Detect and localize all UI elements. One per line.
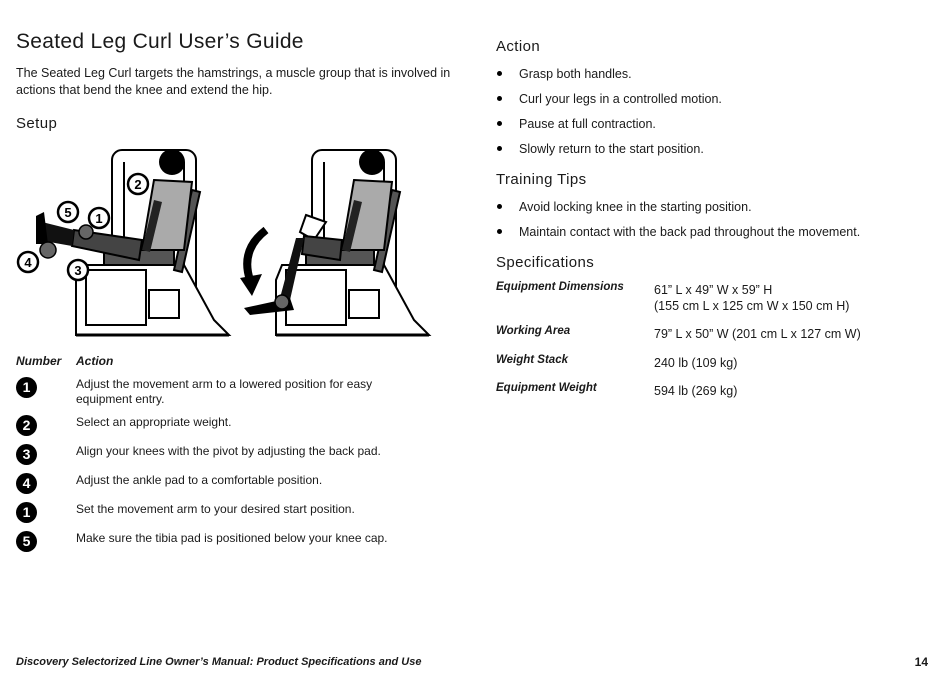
svg-text:4: 4 (24, 255, 32, 270)
callout-badge (68, 260, 88, 280)
curl-direction-arrow-icon (240, 230, 266, 296)
list-item: Curl your legs in a controlled motion. (496, 91, 722, 116)
callout-badge (18, 252, 38, 272)
list-item: Maintain contact with the back pad throughout the movement. (496, 224, 860, 249)
callout-badge (89, 208, 109, 228)
callout-badge (58, 202, 78, 222)
intro-paragraph: The Seated Leg Curl targets the hamstrings, a muscle group that is involved in actions that bend the knee and extend the hip. (16, 66, 451, 97)
spec-label: Equipment Weight (496, 382, 597, 394)
setup-heading: Setup (16, 115, 58, 132)
spec-label: Working Area (496, 325, 571, 337)
action-column-header: Action (76, 354, 114, 368)
training-tips-heading: Training Tips (496, 171, 587, 188)
step-text: Select an appropriate weight. (76, 415, 232, 429)
list-item: Grasp both handles. (496, 66, 722, 91)
step-number-badge: 1 (16, 377, 37, 398)
callout-badge (128, 174, 148, 194)
leg-curl-illustration (14, 140, 434, 345)
bullet-icon (497, 121, 502, 126)
spec-value: 240 lb (109 kg) (654, 356, 738, 370)
step-number-badge: 2 (16, 415, 37, 436)
action-list (496, 66, 722, 166)
step-text: Align your knees with the pivot by adjusting the back pad. (76, 444, 381, 458)
list-item: Avoid locking knee in the starting position. (496, 199, 860, 224)
bullet-icon (497, 146, 502, 151)
step-text: Adjust the ankle pad to a comfortable position. (76, 473, 323, 487)
specifications-heading: Specifications (496, 254, 595, 271)
svg-text:1: 1 (95, 211, 103, 226)
svg-text:2: 2 (134, 177, 142, 192)
step-text: Make sure the tibia pad is positioned below your knee cap. (76, 531, 388, 545)
page-title: Seated Leg Curl User’s Guide (16, 30, 304, 53)
spec-value: 61” L x 49” W x 59” H (155 cm L x 125 cm W x 150 cm H) (654, 283, 850, 313)
svg-text:3: 3 (74, 263, 82, 278)
bullet-icon (497, 204, 502, 209)
svg-text:5: 5 (64, 205, 72, 220)
step-number-badge: 5 (16, 531, 37, 552)
number-column-header: Number (16, 354, 62, 368)
spec-value: 594 lb (269 kg) (654, 384, 738, 398)
footer-title: Discovery Selectorized Line Owner’s Manual: Product Specifications and Use (16, 656, 422, 668)
page-number: 14 (914, 655, 928, 669)
list-item: Slowly return to the start position. (496, 141, 722, 166)
training-tips-list (496, 199, 860, 249)
spec-label: Equipment Dimensions (496, 281, 624, 293)
step-text: Set the movement arm to your desired start position. (76, 502, 355, 516)
step-number-badge: 3 (16, 444, 37, 465)
list-item: Pause at full contraction. (496, 116, 722, 141)
step-text: Adjust the movement arm to a lowered position for easy equipment entry. (76, 377, 373, 406)
step-number-badge: 4 (16, 473, 37, 494)
bullet-icon (497, 71, 502, 76)
bullet-icon (497, 229, 502, 234)
action-heading: Action (496, 38, 541, 55)
bullet-icon (497, 96, 502, 101)
spec-label: Weight Stack (496, 354, 568, 366)
step-number-badge: 1 (16, 502, 37, 523)
spec-value: 79” L x 50” W (201 cm L x 127 cm W) (654, 327, 861, 341)
